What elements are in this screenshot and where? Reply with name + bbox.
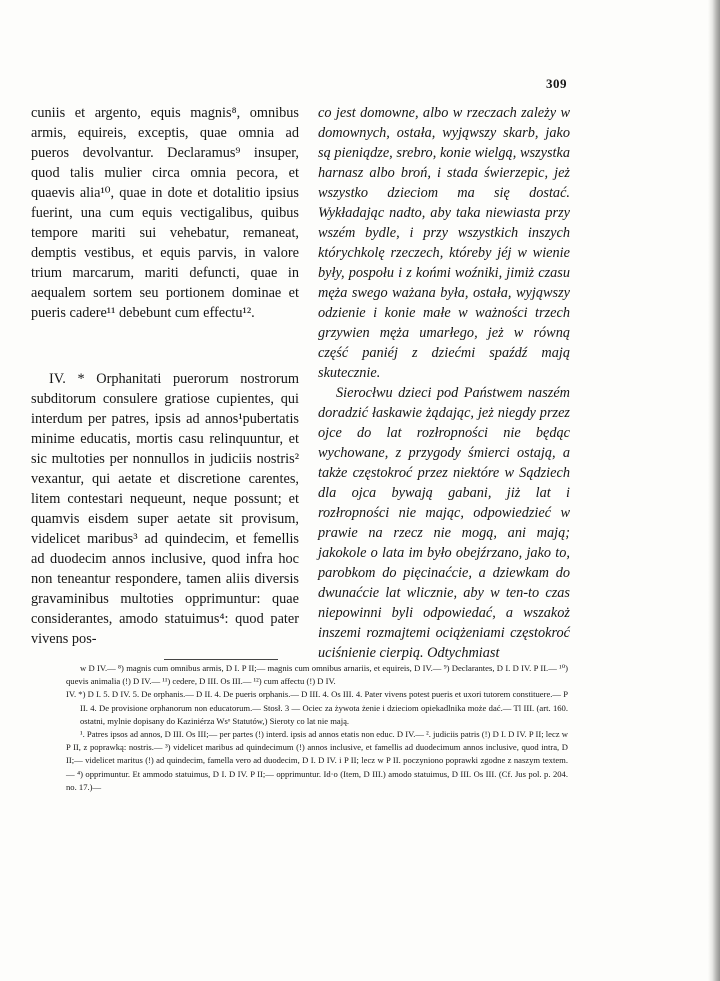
polish-column [318, 103, 570, 663]
latin-paragraph-section-iv: IV. * Orphanitati puerorum nostrorum subditorum consulere gratiose cupientes, qui interdum per patres, ipsis ad annos¹pubertatis minime educatis, mortis casu relinquuntur, et sic multoties per nonnullos in judiciis nostris² vexantur, qui aetate et discretione carentes, litem contestari nequeunt, neque possunt; et quamvis eisdem super aetate sit provisum, videlicet maribus³ ad quindecim, et femellis ad duodecim annos inclusive, quod infra hoc non teneantur respondere, tamen aliis diversis gravaminibus multoties opprimuntur: quae considerantes, amodo statuimus⁴: quod pater vivens pos- [31, 371, 299, 647]
polish-paragraph-section-iv: Sierocłwu dzieci pod Państwem naszém doradzić łaskawie żądając, jeż niegdy przez ojce do lat rozłropności nie będąc wychowane, z przygody śmierci ostają, a także częstokroć przez niektóre w Sądziech dla ojca bywają gabani, jiż lat i rozłropności nie mając, odpowiedzieć w prawie na rzecz nie mogą, ani mają; jakokole o lata im było obejźrzano, jako to, parobkom do pięcinaćcie, a dziewkam do dwunaćcie lat wlicznie, aby w ten-to czas niepowinni byli odpowiedać, a wszakoż inszemi rozmajtemi ociążeniami częstokroć uciśnienie cierpią. Odtychmiast [318, 385, 570, 661]
latin-column [31, 103, 299, 649]
footnote-block-1: w D IV.— ⁸) magnis cum omnibus armis, D I. P II;— magnis cum omnibus arnariis, et equireis, D IV.— ⁹) Declarantes, D I. D IV. P II.— ¹⁰) quevis animalia (!) D IV.— ¹¹) cedere, D III. Os III.— ¹²) cum affectu (!) D IV. [66, 663, 568, 687]
footnote-block-2: IV. *) D I. 5. D IV. 5. De orphanis.— D II. 4. De pueris orphanis.— D III. 4. Os III. 4. Pater vivens potest pueris et uxori tutorem constituere.— P II. 4. De provisione orphanorum non educatorum.— Stosł. 3 — Ociec za żywota żenie i dzieciom opiekadlnika może dać.— Tl III. (art. 160. ostatni, mylnie dopisany do Kaziniérza Wsᵒ Statutów,) Sieroty co lat nie mają. [66, 689, 568, 726]
page-edge-shadow [708, 0, 720, 981]
page-number: 309 [546, 76, 567, 91]
latin-paragraph-continuation: cuniis et argento, equis magnis⁸, omnibus armis, equireis, exceptis, quae omnia ad pueros devolvantur. Declaramus⁹ insuper, quod talis mulier circa omnia pecora, et quaevis alia¹⁰, quae in dote et dotalitio ipsius fuerint, una cum equis vectigalibus, quibus tempore mariti sui vehebatur, remaneat, demptis vestibus, et equis parvis, in valore trium marcarum, mariti defuncti, quae in aequalem sortem seu portionem dominae et pueris cadere¹¹ debebunt cum effectu¹². [31, 105, 299, 321]
footnote-block-3: ¹. Patres ipsos ad annos, D III. Os III;— per partes (!) interd. ipsis ad annos etatis non educ. D IV.— ². judiciis patris (!) D I. D IV. P II; lecz w P II, z poprawką: nostris.— ³) videlicet maribus ad quindecimum (!) annos inclusive, et famellis ad duodecimum annos inclusive, quod intra, D II;— videlicet maritus (!) ad quindecim, famella vero ad duodecim, D I. D IV. i P II; lecz w P II. poczyniono poprawki zgodne z naszym textem.— ⁴) opprimuntur. Et ammodo statuimus, D I. D IV. P II;— opprimuntur. Id·o (Item, D III.) amodo statuimus, D III. Os III. (Cf. Jus pol. p. 204. no. 17.)— [66, 729, 568, 792]
footnote-divider [164, 659, 278, 660]
polish-paragraph-continuation: co jest domowne, albo w rzeczach zależy w domownych, ostała, wyjąwszy skarb, jako są pieniądze, srebro, konie wielgą, wszystka harnasz albo broń, i stada świerzepic, jeż wszystko dzieciom ma się dostać. Wykładając nadto, aby taka niewiasta przy wszém bydle, i przy wszystkich inszych którychkolę rzeczech, któreby jéj w wienie były, pospołu i z końmi woźniki, jimiż czasu męża swego ważana była, ostała, wyjąwszy odzienie i konie małe w ważności trzech grzywien męża umarłego, jeż w równą część paniéj z dziećmi spaźdź mają skutecznie. [318, 105, 570, 381]
footnotes [66, 662, 568, 794]
